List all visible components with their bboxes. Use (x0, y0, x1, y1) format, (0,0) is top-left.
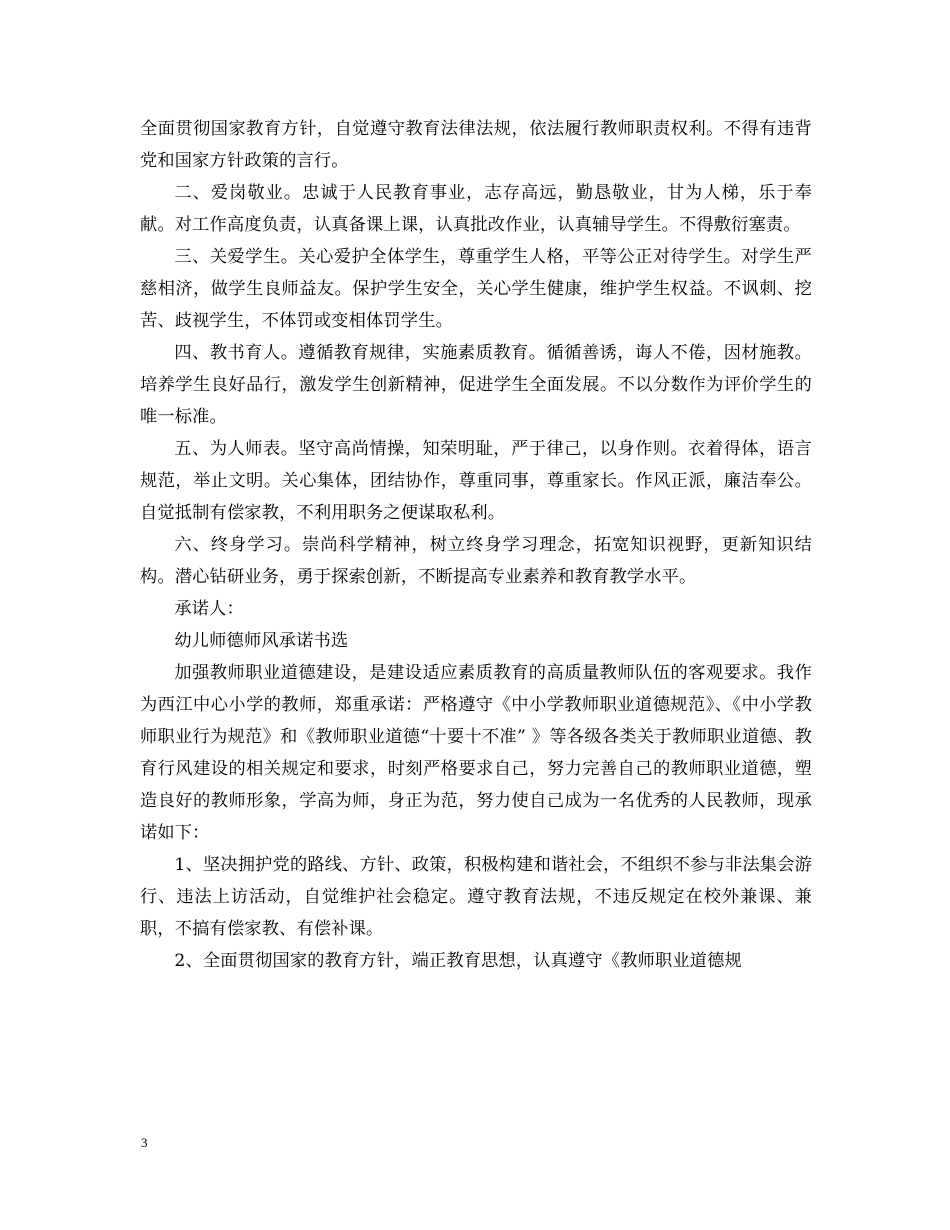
paragraph-introduction: 加强教师职业道德建设，是建设适应素质教育的高质量教师队伍的客观要求。我作为西江中心小学的教师，郑重承诺：严格遵守《中小学教师职业道德规范》、《中小学教师职业行为规范》和《教师职业道德“十要十不准” 》等各级各类关于教师职业道德、教育行风建设的相关规定和要求，时刻严格要求自己，努力完善自己的教师职业道德，塑造良好的教师形象，学高为师，身正为范，努力使自己成为一名优秀的人民教师，现承诺如下： (140, 663, 812, 843)
paragraph-care-students: 三、关爱学生。关心爱护全体学生，尊重学生人格，平等公正对待学生。对学生严慈相济，做学生良师益友。保护学生安全，关心学生健康，维护学生权益。不讽刺、挖苦、歧视学生，不体罚或变相体罚学生。 (140, 247, 812, 331)
paragraph-signatory: 承诺人： (174, 599, 244, 619)
paragraph-teach-educate: 四、教书育人。遵循教育规律，实施素质教育。循循善诱，诲人不倦，因材施教。培养学生良好品行，激发学生创新精神，促进学生全面发展。不以分数作为评价学生的唯一标准。 (140, 343, 812, 427)
paragraph-role-model: 五、为人师表。坚守高尚情操，知荣明耻，严于律己，以身作则。衣着得体，语言规范，举止文明。关心集体，团结协作，尊重同事，尊重家长。作风正派，廉洁奉公。自觉抵制有偿家教，不利用职务之便谋取私利。 (140, 439, 812, 523)
paragraph-love-job: 二、爱岗敬业。忠诚于人民教育事业，志存高远，勤恳敬业，甘为人梯，乐于奉献。对工作高度负责，认真备课上课，认真批改作业，认真辅导学生。不得敷衍塞责。 (140, 183, 812, 235)
paragraph-continuation: 全面贯彻国家教育方针，自觉遵守教育法律法规，依法履行教师职责权利。不得有违背党和国家方针政策的言行。 (140, 119, 812, 171)
paragraph-pledge-2: 2、全面贯彻国家的教育方针，端正教育思想，认真遵守《教师职业道德规 (174, 951, 742, 971)
page-number: 3 (141, 1135, 148, 1150)
paragraph-lifelong-learning: 六、终身学习。崇尚科学精神，树立终身学习理念，拓宽知识视野，更新知识结构。潜心钻研业务，勇于探索创新，不断提高专业素养和教育教学水平。 (140, 535, 812, 587)
section-title: 幼儿师德师风承诺书选 (174, 631, 349, 651)
paragraph-pledge-1: 1、坚决拥护党的路线、方针、政策，积极构建和谐社会，不组织不参与非法集会游行、违法上访活动，自觉维护社会稳定。遵守教育法规，不违反规定在校外兼课、兼职，不搞有偿家教、有偿补课。 (140, 855, 812, 939)
document-body (140, 113, 812, 977)
